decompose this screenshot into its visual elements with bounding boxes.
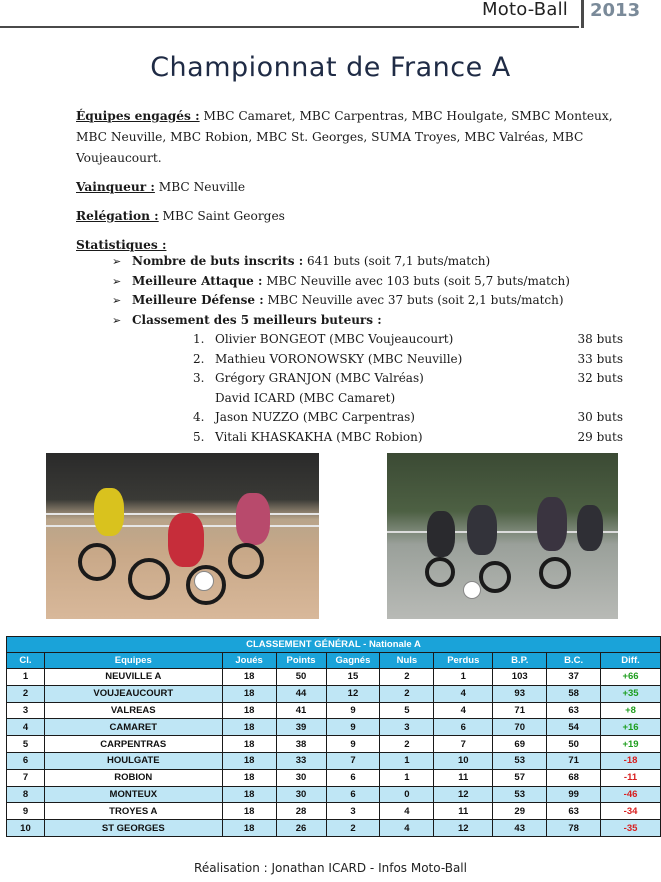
table-cell: 18: [222, 820, 276, 837]
scorer-row: [193, 369, 623, 389]
table-cell: ST GEORGES: [44, 820, 222, 837]
scorer-name: Jason NUZZO (MBC Carpentras): [215, 410, 415, 424]
table-cell: 69: [493, 736, 547, 753]
table-row: [7, 786, 661, 803]
table-cell: 41: [276, 702, 326, 719]
stat-label: Meilleure Défense :: [132, 293, 264, 307]
wheel: [425, 557, 455, 587]
intro-block: [76, 106, 636, 264]
table-cell: 4: [380, 803, 434, 820]
table-cell: 71: [493, 702, 547, 719]
table-cell: 63: [547, 803, 601, 820]
rider-dark: [577, 505, 603, 551]
stat-value: MBC Neuville avec 37 buts (soit 2,1 buts/match): [263, 293, 564, 307]
table-cell: 63: [547, 702, 601, 719]
table-cell: -18: [601, 752, 661, 769]
column-header: Joués: [222, 653, 276, 669]
scorer-name: Mathieu VORONOWSKY (MBC Neuville): [215, 351, 463, 366]
table-cell: 38: [276, 736, 326, 753]
wheel: [479, 561, 511, 593]
scorer-goals: [563, 389, 623, 409]
table-cell: -46: [601, 786, 661, 803]
scorer-row: [193, 350, 623, 370]
table-cell: 43: [493, 820, 547, 837]
table-cell: 9: [326, 736, 380, 753]
teams-paragraph: [76, 106, 636, 169]
table-cell: 70: [493, 719, 547, 736]
table-cell: 3: [380, 719, 434, 736]
column-header: Gagnés: [326, 653, 380, 669]
table-cell: HOULGATE: [44, 752, 222, 769]
table-cell: 12: [434, 820, 493, 837]
table-cell: +35: [601, 685, 661, 702]
table-row: [7, 752, 661, 769]
teams-label: Équipes engagés :: [76, 109, 200, 123]
table-cell: 8: [7, 786, 45, 803]
arrow-bullet-icon: ➢: [112, 313, 122, 327]
table-cell: 4: [7, 719, 45, 736]
rider-dark: [467, 505, 497, 555]
table-cell: 103: [493, 669, 547, 686]
table-cell: 18: [222, 685, 276, 702]
table-cell: 58: [547, 685, 601, 702]
table-cell: NEUVILLE A: [44, 669, 222, 686]
table-cell: 5: [380, 702, 434, 719]
scorer-rank: 2.: [193, 351, 205, 366]
table-cell: 50: [276, 669, 326, 686]
arrow-bullet-icon: ➢: [112, 255, 122, 268]
table-cell: 9: [7, 803, 45, 820]
year-label: 2013: [590, 0, 641, 21]
table-cell: 6: [326, 769, 380, 786]
table-cell: 4: [380, 820, 434, 837]
column-header: Nuls: [380, 653, 434, 669]
scorer-goals: 33 buts: [577, 351, 623, 366]
table-cell: 18: [222, 669, 276, 686]
teams-value: MBC Camaret, MBC Carpentras, MBC Houlgate, SMBC Monteux, MBC Neuville, MBC Robion, MBC St. Georges, SUMA Troyes, MBC Valréas, MBC Voujeaucourt.: [76, 109, 613, 165]
scorer-row: [193, 330, 623, 350]
list-item: [112, 311, 632, 331]
table-cell: VALREAS: [44, 702, 222, 719]
table-cell: 6: [434, 719, 493, 736]
winner-paragraph: [76, 177, 636, 198]
table-cell: CAMARET: [44, 719, 222, 736]
table-cell: 33: [276, 752, 326, 769]
table-row: [7, 685, 661, 702]
wheel: [128, 558, 170, 600]
table-cell: 39: [276, 719, 326, 736]
table-cell: 29: [493, 803, 547, 820]
scorer-goals: 38 buts: [577, 332, 623, 346]
table-cell: +16: [601, 719, 661, 736]
table-cell: 11: [434, 803, 493, 820]
winner-label: Vainqueur :: [76, 180, 155, 194]
table-cell: 68: [547, 769, 601, 786]
rider-dark: [537, 497, 567, 551]
scorer-goals: 30 buts: [577, 410, 623, 424]
rider-dark: [427, 511, 455, 557]
table-cell: 18: [222, 736, 276, 753]
table-cell: 53: [493, 786, 547, 803]
scorer-goals: 29 buts: [577, 429, 623, 444]
table-cell: 2: [380, 685, 434, 702]
column-header: Equipes: [44, 653, 222, 669]
page-title: Championnat de France A: [150, 52, 511, 83]
table-cell: 7: [434, 736, 493, 753]
column-header: B.C.: [547, 653, 601, 669]
winner-value: MBC Neuville: [154, 180, 246, 194]
wheel: [78, 543, 116, 581]
arrow-bullet-icon: ➢: [112, 274, 122, 288]
table-cell: 18: [222, 803, 276, 820]
table-cell: 30: [276, 769, 326, 786]
table-cell: 18: [222, 719, 276, 736]
header-divider: [581, 0, 584, 28]
table-header-row: [7, 653, 661, 669]
table-cell: 54: [547, 719, 601, 736]
table-row: [7, 803, 661, 820]
table-cell: 2: [326, 820, 380, 837]
standings-table: [6, 636, 661, 837]
scorer-rank: [193, 389, 215, 409]
table-cell: 9: [326, 702, 380, 719]
table-cell: -35: [601, 820, 661, 837]
table-cell: +19: [601, 736, 661, 753]
table-cell: 1: [434, 669, 493, 686]
table-cell: 4: [434, 685, 493, 702]
match-photo-right: [387, 453, 618, 619]
table-cell: 30: [276, 786, 326, 803]
table-cell: 15: [326, 669, 380, 686]
table-row: [7, 736, 661, 753]
table-cell: 37: [547, 669, 601, 686]
ball: [463, 581, 481, 599]
table-row: [7, 669, 661, 686]
table-cell: 53: [493, 752, 547, 769]
table-cell: 12: [434, 786, 493, 803]
table-row: [7, 820, 661, 837]
scorer-goals: 32 buts: [577, 371, 623, 385]
scorer-name: Grégory GRANJON (MBC Valréas): [215, 371, 424, 385]
table-cell: 2: [7, 685, 45, 702]
scorer-rank: 4.: [193, 410, 205, 424]
table-cell: 1: [380, 769, 434, 786]
list-item: [112, 252, 632, 272]
table-cell: 7: [326, 752, 380, 769]
table-cell: 44: [276, 685, 326, 702]
brand-label: Moto-Ball: [482, 0, 568, 20]
table-cell: 7: [7, 769, 45, 786]
table-cell: 18: [222, 752, 276, 769]
column-header: Diff.: [601, 653, 661, 669]
table-cell: 93: [493, 685, 547, 702]
table-cell: 3: [7, 702, 45, 719]
table-cell: 6: [7, 752, 45, 769]
top-scorers-list: [193, 330, 623, 447]
relegation-paragraph: [76, 206, 636, 227]
stat-value: MBC Neuville avec 103 buts (soit 5,7 buts/match): [262, 273, 570, 288]
table-cell: +8: [601, 702, 661, 719]
table-caption: CLASSEMENT GÉNÉRAL - Nationale A: [6, 636, 661, 652]
footer-credit: Réalisation : Jonathan ICARD - Infos Moto-Ball: [194, 861, 467, 875]
table-cell: -11: [601, 769, 661, 786]
table-cell: 5: [7, 736, 45, 753]
stat-label: Classement des 5 meilleurs buteurs :: [132, 312, 382, 327]
table-cell: 11: [434, 769, 493, 786]
table-cell: 28: [276, 803, 326, 820]
table-cell: 6: [326, 786, 380, 803]
standings-table-wrapper: [6, 636, 661, 837]
table-cell: 26: [276, 820, 326, 837]
table-cell: 12: [326, 685, 380, 702]
table-cell: 3: [326, 803, 380, 820]
ball: [194, 571, 214, 591]
table-cell: 99: [547, 786, 601, 803]
column-header: Cl.: [7, 653, 45, 669]
table-cell: CARPENTRAS: [44, 736, 222, 753]
table-cell: 78: [547, 820, 601, 837]
table-row: [7, 719, 661, 736]
table-cell: 1: [380, 752, 434, 769]
table-cell: 9: [326, 719, 380, 736]
table-cell: VOUJEAUCOURT: [44, 685, 222, 702]
column-header: Perdus: [434, 653, 493, 669]
scorer-rank: 3.: [193, 371, 205, 385]
match-photo-left: [46, 453, 319, 619]
table-cell: 18: [222, 769, 276, 786]
table-cell: 10: [7, 820, 45, 837]
wheel: [539, 557, 571, 589]
table-cell: 50: [547, 736, 601, 753]
scorer-row: [193, 408, 623, 428]
table-row: [7, 769, 661, 786]
table-cell: 4: [434, 702, 493, 719]
table-cell: 10: [434, 752, 493, 769]
scorer-rank: 5.: [193, 429, 205, 444]
stats-label: Statistiques :: [76, 238, 167, 252]
table-cell: 57: [493, 769, 547, 786]
scorer-row: [193, 428, 623, 448]
rider-yellow: [94, 488, 124, 536]
arrow-bullet-icon: ➢: [112, 294, 122, 307]
table-cell: MONTEUX: [44, 786, 222, 803]
rider-red: [168, 513, 204, 567]
scorer-row: [193, 389, 623, 409]
table-row: [7, 702, 661, 719]
scorer-name: Vitali KHASKAKHA (MBC Robion): [215, 429, 423, 444]
table-cell: 18: [222, 702, 276, 719]
table-cell: ROBION: [44, 769, 222, 786]
column-header: B.P.: [493, 653, 547, 669]
stats-list: [112, 252, 632, 330]
table-cell: 18: [222, 786, 276, 803]
list-item: [112, 272, 632, 292]
stat-value: 641 buts (soit 7,1 buts/match): [303, 254, 491, 268]
column-header: Points: [276, 653, 326, 669]
scorer-rank: 1.: [193, 332, 205, 346]
table-cell: 71: [547, 752, 601, 769]
table-cell: TROYES A: [44, 803, 222, 820]
table-cell: +66: [601, 669, 661, 686]
stat-label: Meilleure Attaque :: [132, 273, 263, 288]
relegation-value: MBC Saint Georges: [158, 209, 285, 223]
scorer-name: Olivier BONGEOT (MBC Voujeaucourt): [215, 332, 454, 346]
list-item: [112, 291, 632, 311]
rider-pink: [236, 493, 270, 545]
relegation-label: Relégation :: [76, 209, 159, 223]
wheel: [228, 543, 264, 579]
table-cell: 2: [380, 736, 434, 753]
stat-label: Nombre de buts inscrits :: [132, 254, 304, 268]
table-cell: 1: [7, 669, 45, 686]
table-cell: -34: [601, 803, 661, 820]
table-cell: 2: [380, 669, 434, 686]
scorer-name: David ICARD (MBC Camaret): [215, 390, 396, 405]
header-rule: [0, 26, 579, 28]
table-cell: 0: [380, 786, 434, 803]
